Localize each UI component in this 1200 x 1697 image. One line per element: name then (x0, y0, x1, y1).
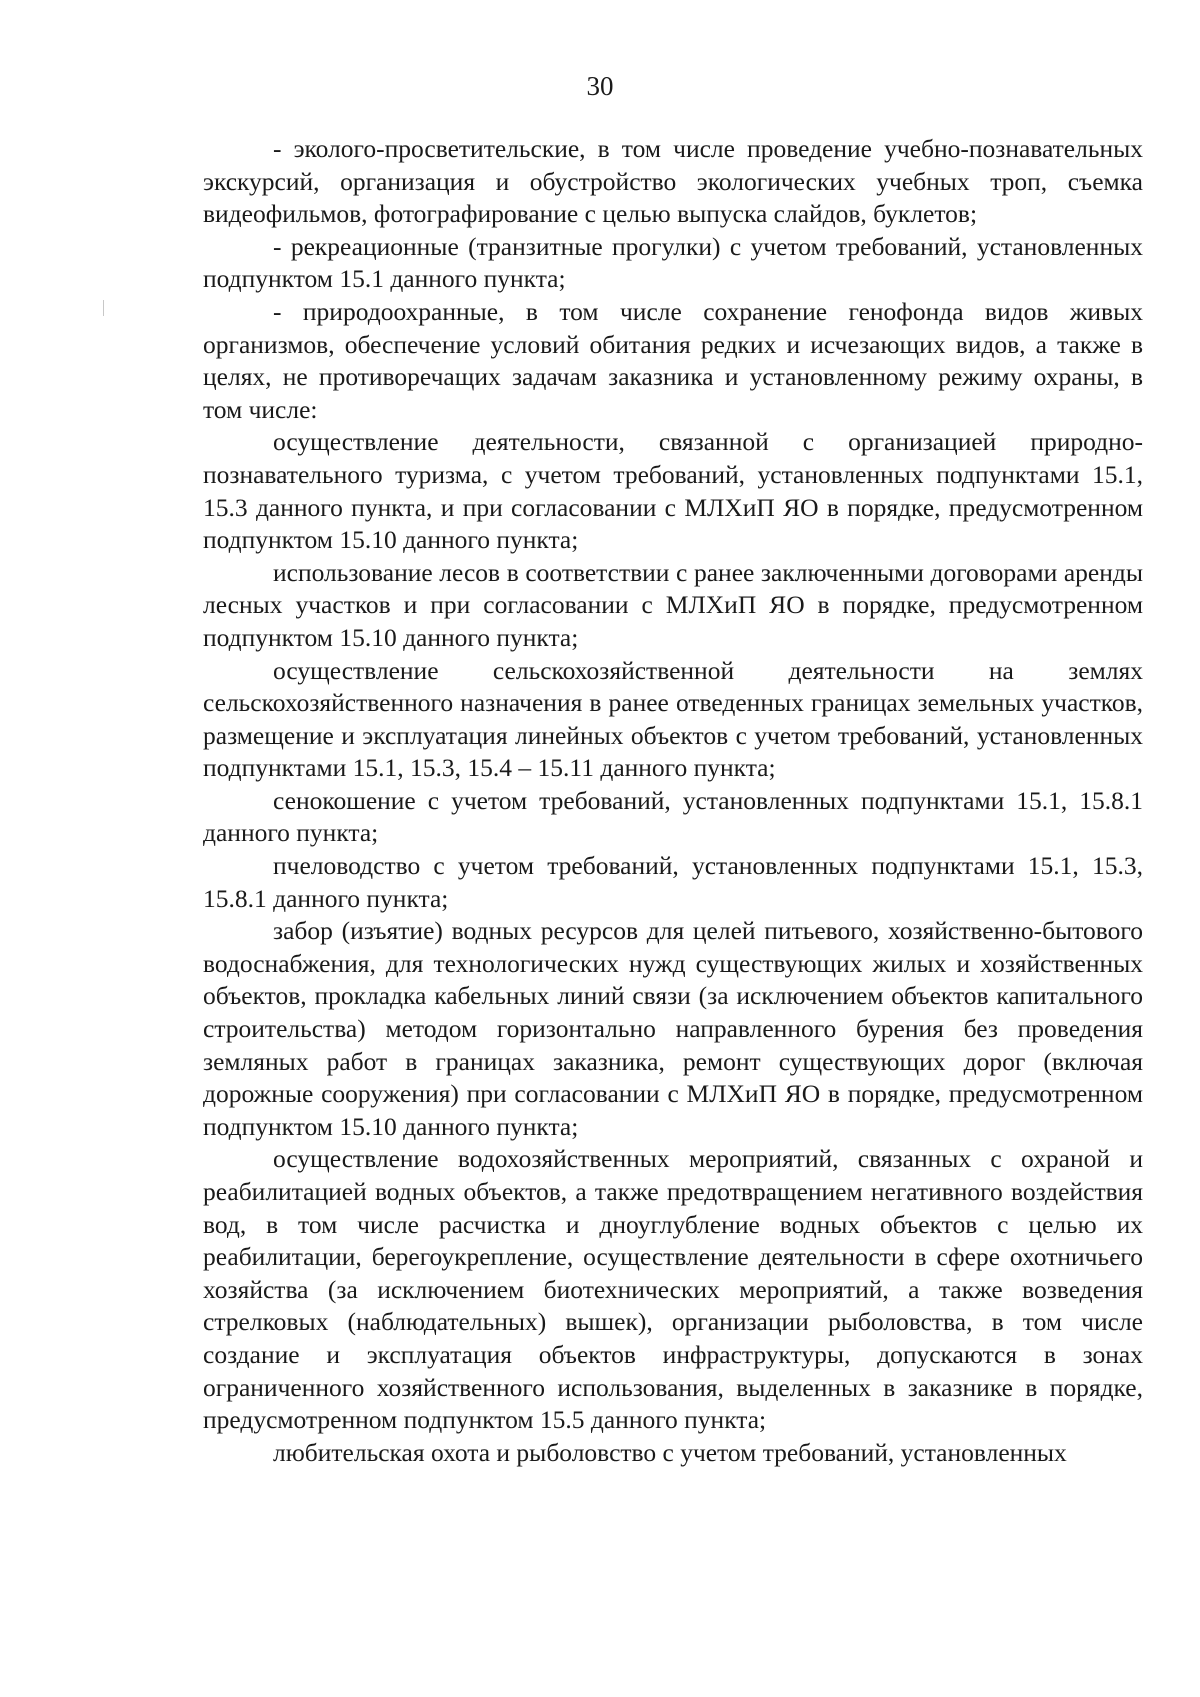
margin-mark (103, 300, 104, 316)
body-text (203, 133, 1143, 1469)
paragraph: - эколого-просветительские, в том числе проведение учебно-познавательных экскурсий, организация и обустройство экологических учебных троп, съемка видеофильмов, фотографирование с целью выпуска слайдов, буклетов; (203, 134, 1143, 229)
paragraph: забор (изъятие) водных ресурсов для целей питьевого, хозяйственно-бытового водоснабжения, для технологических нужд существующих жилых и хозяйственных объектов, прокладка кабельных линий связи (за исключением объектов капитального строительства) методом горизонтально направленного бурения без проведения земляных работ в границах заказника, ремонт существующих дорог (включая дорожные сооружения) при согласовании с МЛХиП ЯО в порядке, предусмотренном подпунктом 15.10 данного пункта; (203, 916, 1143, 1141)
paragraph: - рекреационные (транзитные прогулки) с учетом требований, установленных подпунктом 15.1 данного пункта; (203, 231, 1143, 294)
paragraph: использование лесов в соответствии с ранее заключенными договорами аренды лесных участков и при согласовании с МЛХиП ЯО в порядке, предусмотренном подпунктом 15.10 данного пункта; (203, 557, 1143, 652)
paragraph: осуществление деятельности, связанной с организацией природно-познавательного туризма, с учетом требований, установленных подпунктами 15.1, 15.3 данного пункта, и при согласовании с МЛХиП ЯО в порядке, предусмотренном подпунктом 15.10 данного пункта; (203, 427, 1143, 555)
paragraph-last: любительская охота и рыболовство с учетом требований, установленных (273, 1437, 1067, 1467)
page-number: 30 (586, 71, 614, 101)
paragraph: сенокошение с учетом требований, установленных подпунктами 15.1, 15.8.1 данного пункта; (203, 785, 1143, 848)
paragraph: осуществление сельскохозяйственной деятельности на землях сельскохозяйственного назначения в ранее отведенных границах земельных участков, размещение и эксплуатация линейных объектов с учетом требований, установленных подпунктами 15.1, 15.3, 15.4 – 15.11 данного пункта; (203, 655, 1143, 783)
paragraph: осуществление водохозяйственных мероприятий, связанных с охраной и реабилитацией водных объектов, а также предотвращением негативного воздействия вод, в том числе расчистка и дноуглубление водных объектов с целью их реабилитации, берегоукрепление, осуществление деятельности в сфере охотничьего хозяйства (за исключением биотехнических мероприятий, а также возведения стрелковых (наблюдательных) вышек), организации рыболовства, в том числе создание и эксплуатация объектов инфраструктуры, допускаются в зонах ограниченного хозяйственного использования, выделенных в заказнике в порядке, предусмотренном подпунктом 15.5 данного пункта; (203, 1144, 1143, 1435)
paragraph: пчеловодство с учетом требований, установленных подпунктами 15.1, 15.3, 15.8.1 данного пункта; (203, 851, 1143, 913)
paragraph: - природоохранные, в том числе сохранение генофонда видов живых организмов, обеспечение условий обитания редких и исчезающих видов, а также в целях, не противоречащих задачам заказника и установленному режиму охраны, в том числе: (203, 296, 1143, 424)
